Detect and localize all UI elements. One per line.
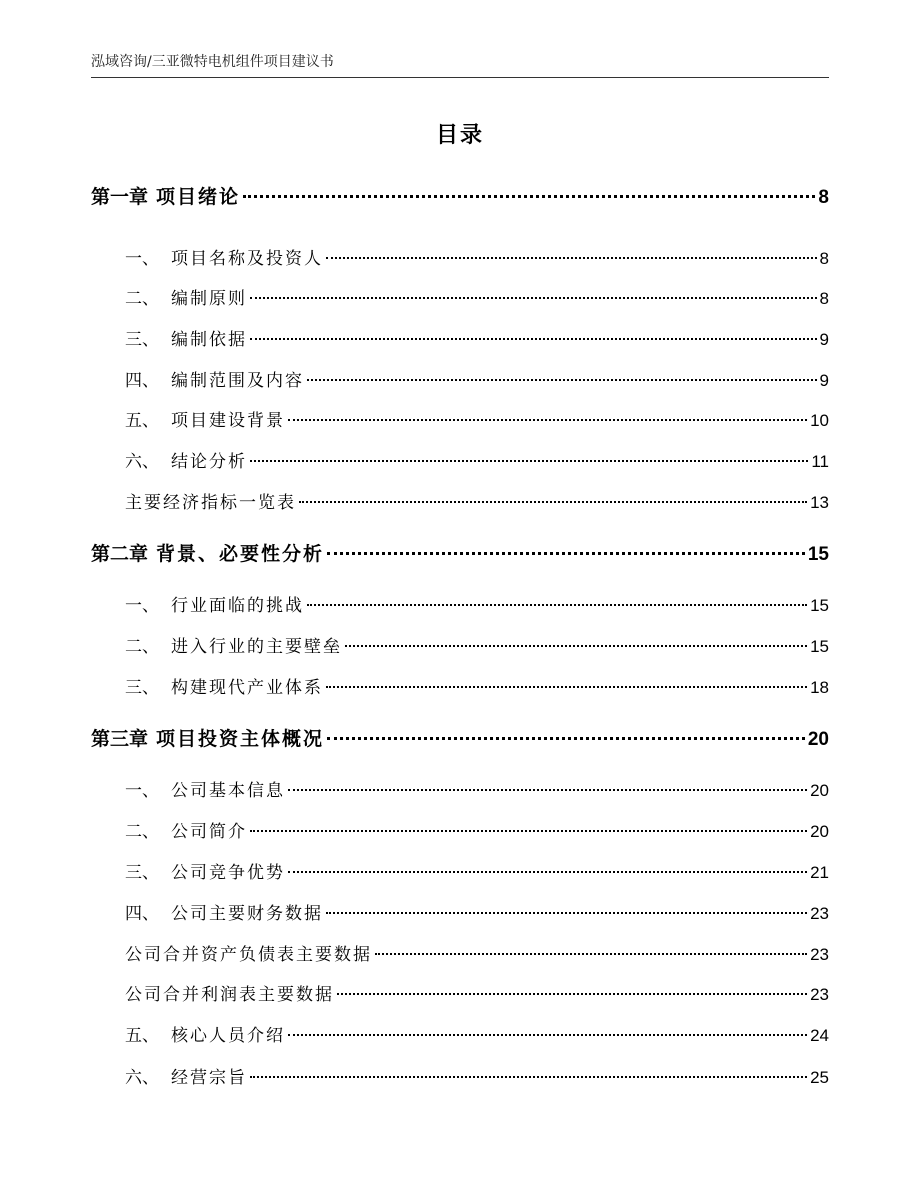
toc-section-3-1[interactable] xyxy=(125,778,829,804)
toc-dot-leader xyxy=(250,338,817,340)
toc-section-2-1[interactable] xyxy=(125,593,829,619)
toc-dot-leader xyxy=(326,257,817,259)
toc-section-1-1[interactable] xyxy=(125,246,829,272)
toc-entry-label: 构建现代产业体系 xyxy=(171,678,323,698)
toc-section-3-5[interactable] xyxy=(125,1023,829,1049)
toc-section-1-6[interactable] xyxy=(125,449,829,475)
toc-section-1-table[interactable] xyxy=(125,490,829,516)
toc-page-number: 25 xyxy=(810,1068,829,1087)
toc-dot-leader xyxy=(327,737,805,740)
toc-dot-leader xyxy=(288,789,807,791)
toc-entry-label: 背景、必要性分析 xyxy=(156,543,325,565)
toc-dot-leader xyxy=(327,552,805,555)
toc-section-1-4[interactable] xyxy=(125,368,829,394)
toc-dot-leader xyxy=(288,1034,807,1036)
toc-page-number: 9 xyxy=(819,371,829,390)
toc-entry-label: 公司基本信息 xyxy=(171,781,285,801)
toc-entry-label: 项目名称及投资人 xyxy=(171,249,323,269)
toc-entry-label: 项目绪论 xyxy=(156,186,241,208)
toc-section-1-3[interactable] xyxy=(125,327,829,353)
toc-entry-number: 二、 xyxy=(125,289,159,309)
toc-dot-leader xyxy=(250,297,817,299)
toc-dot-leader xyxy=(326,686,807,688)
toc-entry-label: 编制范围及内容 xyxy=(171,371,304,391)
toc-entry-label: 主要经济指标一览表 xyxy=(125,493,296,513)
toc-entry-label: 公司竞争优势 xyxy=(171,863,285,883)
toc-section-3-4[interactable] xyxy=(125,901,829,927)
toc-entry-number: 三、 xyxy=(125,863,159,883)
toc-entry-number: 二、 xyxy=(125,637,159,657)
toc-dot-leader xyxy=(307,604,807,606)
toc-entry-number: 一、 xyxy=(125,596,159,616)
toc-entry-label: 编制原则 xyxy=(171,289,247,309)
toc-page-number: 20 xyxy=(810,822,829,841)
toc-entry-label: 公司简介 xyxy=(171,822,247,842)
toc-page-number: 21 xyxy=(810,863,829,882)
toc-page-number: 23 xyxy=(810,985,829,1004)
toc-dot-leader xyxy=(299,501,807,503)
document-header: 泓域咨询/三亚微特电机组件项目建议书 xyxy=(91,54,334,70)
header-divider xyxy=(91,77,829,78)
toc-entry-label: 进入行业的主要壁垒 xyxy=(171,637,342,657)
toc-page-number: 11 xyxy=(811,452,829,471)
toc-section-2-2[interactable] xyxy=(125,634,829,660)
toc-dot-leader xyxy=(250,830,807,832)
toc-entry-number: 五、 xyxy=(125,411,159,431)
toc-page-number: 10 xyxy=(810,411,829,430)
toc-dot-leader xyxy=(288,419,807,421)
toc-dot-leader xyxy=(250,460,808,462)
toc-page-number: 13 xyxy=(810,493,829,512)
toc-dot-leader xyxy=(337,993,807,995)
toc-page-number: 18 xyxy=(810,678,829,697)
toc-entry-label: 编制依据 xyxy=(171,330,247,350)
toc-chapter-1[interactable] xyxy=(91,182,829,213)
toc-page-number: 15 xyxy=(810,637,829,656)
toc-page-number: 24 xyxy=(810,1026,829,1045)
toc-entry-label: 项目建设背景 xyxy=(171,411,285,431)
toc-page-number: 15 xyxy=(810,596,829,615)
toc-page-number: 20 xyxy=(810,781,829,800)
toc-page-number: 9 xyxy=(819,330,829,349)
toc-entry-number: 第三章 xyxy=(91,728,149,750)
toc-title: 目录 xyxy=(435,123,484,148)
toc-page-number: 23 xyxy=(810,904,829,923)
toc-entry-number: 一、 xyxy=(125,249,159,269)
toc-entry-number: 二、 xyxy=(125,822,159,842)
toc-entry-number: 四、 xyxy=(125,904,159,924)
toc-entry-label: 项目投资主体概况 xyxy=(156,728,325,750)
toc-section-3-3[interactable] xyxy=(125,860,829,886)
toc-page-number: 20 xyxy=(807,729,829,750)
toc-page-number: 8 xyxy=(819,289,829,308)
toc-entry-number: 一、 xyxy=(125,781,159,801)
toc-entry-number: 六、 xyxy=(125,1068,159,1088)
toc-section-3-2[interactable] xyxy=(125,819,829,845)
toc-entry-number: 四、 xyxy=(125,371,159,391)
toc-entry-number: 三、 xyxy=(125,330,159,350)
toc-page-number: 8 xyxy=(818,187,829,208)
toc-entry-number: 六、 xyxy=(125,452,159,472)
toc-entry-number: 五、 xyxy=(125,1026,159,1046)
toc-chapter-3[interactable] xyxy=(91,724,829,755)
toc-entry-number: 第一章 xyxy=(91,186,149,208)
toc-dot-leader xyxy=(326,912,807,914)
toc-section-1-5[interactable] xyxy=(125,408,829,434)
toc-entry-label: 经营宗旨 xyxy=(171,1068,247,1088)
toc-page-number: 15 xyxy=(807,544,829,565)
toc-dot-leader xyxy=(345,645,807,647)
toc-dot-leader xyxy=(250,1076,807,1078)
toc-entry-label: 公司主要财务数据 xyxy=(171,904,323,924)
toc-entry-number: 三、 xyxy=(125,678,159,698)
toc-section-3-income-statement[interactable] xyxy=(125,982,829,1008)
toc-dot-leader xyxy=(307,379,817,381)
toc-entry-number: 第二章 xyxy=(91,543,149,565)
toc-entry-label: 结论分析 xyxy=(171,452,247,472)
toc-entry-label: 行业面临的挑战 xyxy=(171,596,304,616)
toc-page-number: 23 xyxy=(810,945,829,964)
toc-dot-leader xyxy=(288,871,807,873)
toc-entry-label: 公司合并利润表主要数据 xyxy=(125,985,334,1005)
toc-section-2-3[interactable] xyxy=(125,675,829,701)
toc-entry-label: 公司合并资产负债表主要数据 xyxy=(125,945,372,965)
toc-section-3-6[interactable] xyxy=(125,1065,829,1091)
toc-section-3-balance-sheet[interactable] xyxy=(125,942,829,968)
toc-entry-label: 核心人员介绍 xyxy=(171,1026,285,1046)
toc-dot-leader xyxy=(243,195,815,198)
toc-dot-leader xyxy=(375,953,807,955)
toc-section-1-2[interactable] xyxy=(125,286,829,312)
toc-chapter-2[interactable] xyxy=(91,539,829,570)
toc-page-number: 8 xyxy=(819,249,829,268)
